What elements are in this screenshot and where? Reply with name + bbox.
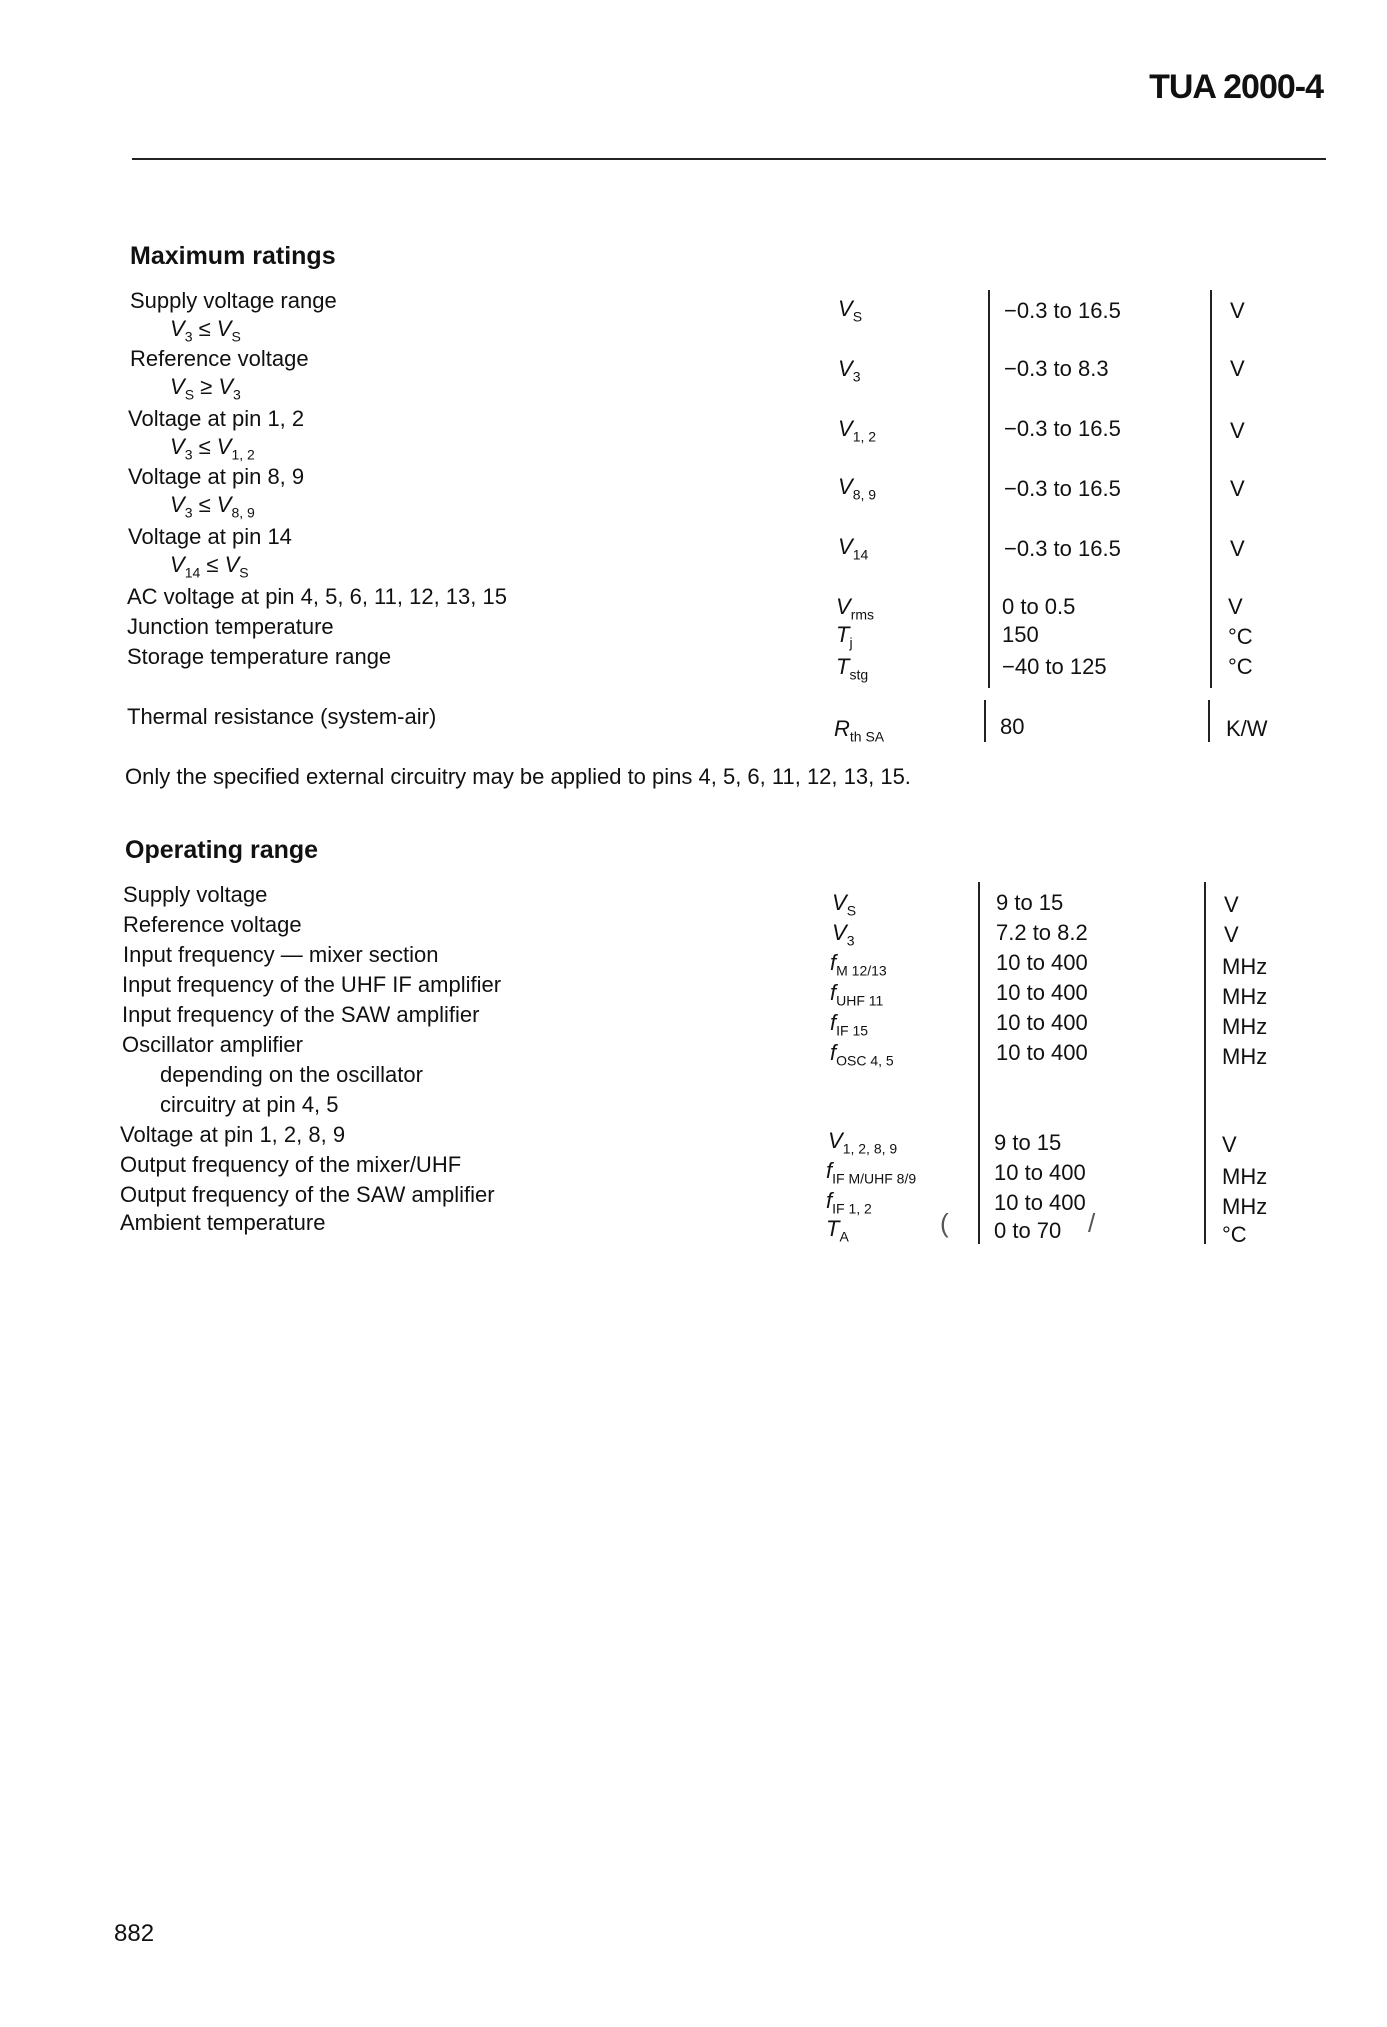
section-title-maximum-ratings: Maximum ratings — [130, 242, 336, 270]
condition-label: $V_S \ge V_3$ — [170, 374, 241, 403]
unit: V — [1222, 1132, 1237, 1157]
param-label: Input frequency of the SAW amplifier — [122, 1002, 480, 1027]
symbol: $V_3$ — [832, 920, 855, 949]
value: −0.3 to 16.5 — [1004, 476, 1121, 501]
unit: MHz — [1222, 984, 1268, 1009]
value: −40 to 125 — [1002, 654, 1107, 679]
symbol: $V_S$ — [838, 296, 863, 325]
symbol: $f_{IF 1, 2}$ — [826, 1188, 872, 1217]
param-label: Voltage at pin 14 — [128, 524, 292, 549]
value: −0.3 to 8.3 — [1004, 356, 1109, 381]
param-label: Supply voltage range — [130, 288, 337, 313]
unit: MHz — [1222, 1194, 1268, 1219]
value: −0.3 to 16.5 — [1004, 536, 1121, 561]
param-label: circuitry at pin 4, 5 — [160, 1092, 339, 1117]
header-rule — [132, 158, 1326, 160]
unit: V — [1230, 476, 1245, 501]
unit: MHz — [1222, 1044, 1268, 1069]
column-divider — [978, 882, 980, 1244]
param-label: Supply voltage — [123, 882, 268, 907]
condition-label: $V_3 \le V_{1, 2}$ — [170, 434, 255, 463]
symbol: $V_{1, 2}$ — [838, 416, 877, 445]
param-label: AC voltage at pin 4, 5, 6, 11, 12, 13, 15 — [127, 584, 507, 609]
symbol: $f_{IF 15}$ — [830, 1010, 869, 1039]
symbol: $V_{rms}$ — [836, 594, 875, 623]
symbol: $f_{IF M/UHF 8/9}$ — [826, 1158, 917, 1187]
param-label: Junction temperature — [127, 614, 334, 639]
symbol: $f_{OSC 4, 5}$ — [830, 1040, 894, 1069]
handwritten-mark: / — [1088, 1208, 1096, 1238]
condition-label: $V_3 \le V_{8, 9}$ — [170, 492, 255, 521]
unit: MHz — [1222, 954, 1268, 979]
value: 0 to 70 — [994, 1218, 1062, 1243]
symbol: $T_{stg}$ — [836, 654, 869, 683]
param-label: Oscillator amplifier — [122, 1032, 303, 1057]
unit: K/W — [1226, 716, 1268, 741]
handwritten-mark: ( — [940, 1208, 949, 1238]
condition-label: $V_{14} \le V_S$ — [170, 552, 249, 581]
value: 10 to 400 — [994, 1190, 1086, 1215]
unit: V — [1230, 418, 1245, 443]
unit: °C — [1228, 624, 1253, 649]
symbol: $T_j$ — [836, 622, 853, 651]
value: 7.2 to 8.2 — [996, 920, 1088, 945]
param-label: Reference voltage — [123, 912, 302, 937]
param-label: Voltage at pin 8, 9 — [128, 464, 305, 489]
param-label: depending on the oscillator — [160, 1062, 423, 1087]
value: 10 to 400 — [996, 1040, 1088, 1065]
value: 10 to 400 — [996, 950, 1088, 975]
symbol: $T_A$ — [826, 1216, 849, 1245]
param-label: Reference voltage — [130, 346, 309, 371]
symbol: $V_{8, 9}$ — [838, 474, 877, 503]
unit: °C — [1228, 654, 1253, 679]
column-divider — [1204, 882, 1206, 1244]
param-label: Ambient temperature — [120, 1210, 326, 1235]
param-label: Output frequency of the mixer/UHF — [120, 1152, 462, 1177]
column-divider — [984, 700, 986, 742]
value: 10 to 400 — [996, 1010, 1088, 1035]
param-label: Storage temperature range — [127, 644, 392, 669]
page-number: 882 — [114, 1920, 155, 1947]
param-label: Input frequency of the UHF IF amplifier — [122, 972, 502, 997]
symbol: $V_{14}$ — [838, 534, 869, 563]
value: 9 to 15 — [994, 1130, 1062, 1155]
section-title-operating-range: Operating range — [125, 836, 319, 864]
unit: V — [1230, 298, 1245, 323]
value: 0 to 0.5 — [1002, 594, 1076, 619]
symbol: $f_{M 12/13}$ — [830, 950, 887, 979]
value: 9 to 15 — [996, 890, 1064, 915]
value: 150 — [1002, 622, 1039, 647]
value: 80 — [1000, 714, 1025, 739]
unit: V — [1230, 536, 1245, 561]
param-label: Voltage at pin 1, 2, 8, 9 — [120, 1122, 346, 1147]
value: −0.3 to 16.5 — [1004, 416, 1121, 441]
symbol: $R_{th SA}$ — [834, 716, 885, 745]
value: 10 to 400 — [994, 1160, 1086, 1185]
value: 10 to 400 — [996, 980, 1088, 1005]
param-label: Input frequency — mixer section — [123, 942, 439, 967]
param-label: Voltage at pin 1, 2 — [128, 406, 305, 431]
value: −0.3 to 16.5 — [1004, 298, 1121, 323]
unit: V — [1228, 594, 1243, 619]
condition-label: $V_3 \le V_S$ — [170, 316, 241, 345]
param-label: Thermal resistance (system-air) — [127, 704, 437, 729]
unit: V — [1224, 922, 1239, 947]
symbol: $V_S$ — [832, 890, 857, 919]
symbol: $V_3$ — [838, 356, 861, 385]
unit: °C — [1222, 1222, 1247, 1247]
symbol: $V_{1, 2, 8, 9}$ — [828, 1128, 898, 1157]
ratings-note: Only the specified external circuitry may be applied to pins 4, 5, 6, 11, 12, 13, 15. — [125, 764, 911, 789]
unit: V — [1224, 892, 1239, 917]
unit: MHz — [1222, 1014, 1268, 1039]
unit: V — [1230, 356, 1245, 381]
column-divider — [1208, 700, 1210, 742]
column-divider — [1210, 290, 1212, 688]
symbol: $f_{UHF 11}$ — [830, 980, 884, 1009]
unit: MHz — [1222, 1164, 1268, 1189]
param-label: Output frequency of the SAW amplifier — [120, 1182, 495, 1207]
column-divider — [988, 290, 990, 688]
document-title: TUA 2000-4 — [1149, 68, 1323, 106]
